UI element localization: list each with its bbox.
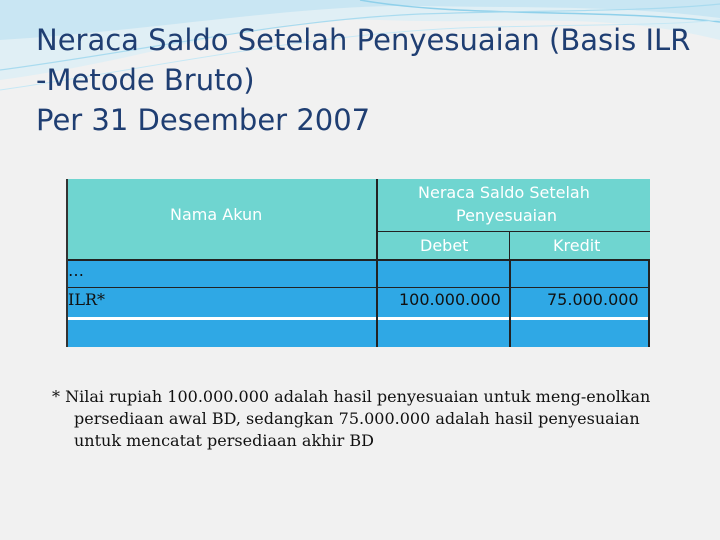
header-group-line-2: Penyesuaian — [456, 206, 558, 225]
header-account-cell — [66, 179, 378, 259]
slide-title — [36, 20, 696, 140]
header-debit-cell — [378, 231, 510, 259]
row-2-credit: 75.000.000 — [547, 290, 639, 309]
table-left-border — [66, 179, 68, 347]
footnote-line-2: persediaan awal BD, sedangkan 75.000.000 adalah hasil penyesuaian — [74, 409, 640, 428]
footnote — [52, 386, 702, 452]
header-group-line-1: Neraca Saldo Setelah — [418, 183, 590, 202]
footnote-line-1: * Nilai rupiah 100.000.000 adalah hasil penyesuaian untuk meng-enolkan — [52, 387, 651, 406]
header-credit-label: Kredit — [553, 236, 601, 255]
header-debit-label: Debet — [420, 236, 469, 255]
header-group-cell — [378, 179, 650, 231]
row-2-account: ILR* — [68, 290, 105, 309]
table-right-border — [648, 259, 650, 347]
column-divider — [376, 259, 378, 347]
footnote-line-3: untuk mencatat persediaan akhir BD — [74, 431, 374, 450]
trial-balance-table — [66, 179, 650, 347]
title-line-1: Neraca Saldo Setelah Penyesuaian (Basis ILR — [36, 23, 691, 57]
title-line-3: Per 31 Desember 2007 — [36, 103, 371, 137]
table-row — [66, 259, 650, 287]
row-1-account: … — [68, 261, 84, 280]
title-line-2: -Metode Bruto) — [36, 63, 255, 97]
header-credit-cell — [510, 231, 650, 259]
row-2-debit: 100.000.000 — [399, 290, 501, 309]
table-row — [66, 317, 650, 347]
column-divider — [509, 259, 511, 347]
header-account-label: Nama Akun — [170, 205, 263, 224]
